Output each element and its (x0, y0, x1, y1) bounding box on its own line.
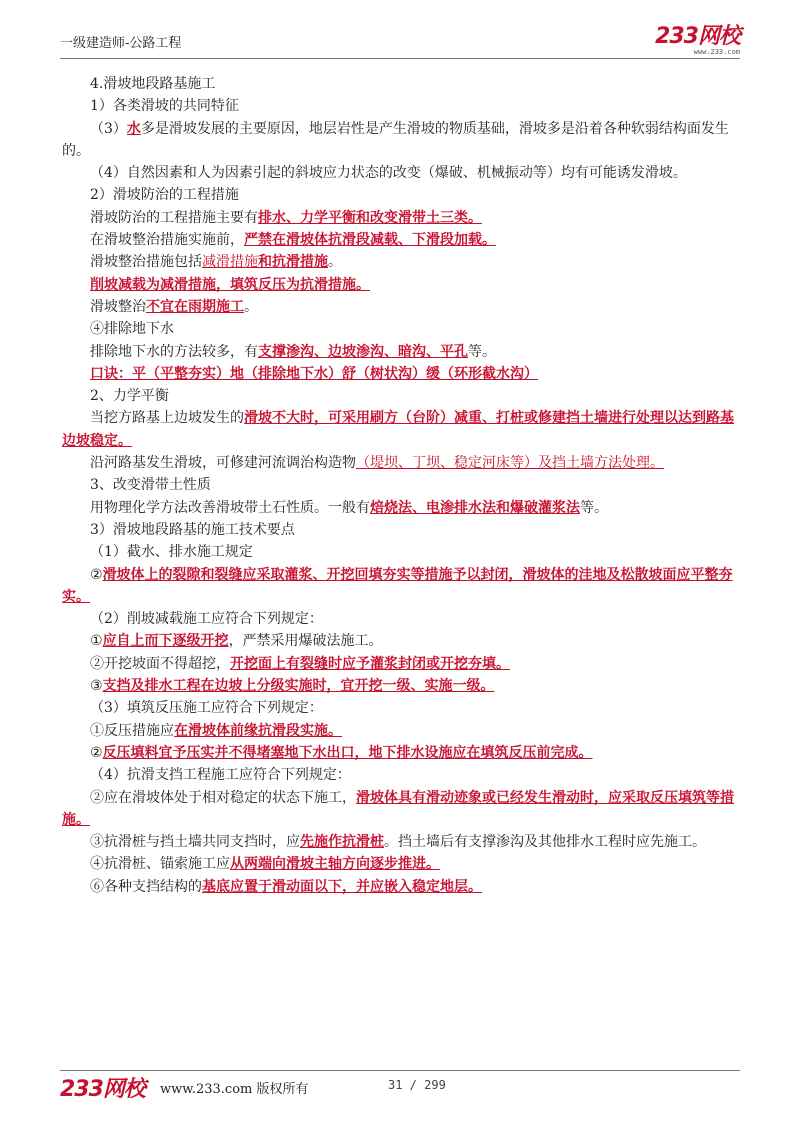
text-span: 用物理化学方法改善滑坡带土石性质。一般有 (90, 499, 370, 516)
paragraph (62, 720, 740, 742)
highlighted-text: 滑坡体上的裂隙和裂缝应采取灌浆、开挖回填夯实等措施予以封闭，滑坡体的洼地及松散坡面应平整夯实。 (62, 566, 733, 605)
highlighted-text: 排水、力学平衡和改变滑带土三类。 (258, 209, 482, 226)
highlighted-text: 口诀：平（平整夯实）地（排除地下水）舒（树状沟）缓（环形截水沟） (90, 365, 538, 382)
text-span: ① (90, 633, 103, 650)
paragraph (62, 274, 740, 296)
paragraph (62, 497, 740, 519)
paragraph (62, 452, 740, 474)
text-span: （2）削坡减载施工应符合下列规定： (90, 611, 323, 628)
text-span: ②开挖坡面不得超挖， (90, 655, 230, 672)
paragraph (62, 95, 740, 117)
text-span: ④抗滑桩、锚索施工应 (90, 856, 230, 873)
footer-divider (60, 1070, 740, 1071)
text-span: 。挡土墙后有支撑渗沟及其他排水工程时应先施工。 (384, 834, 706, 851)
text-span: 。 (328, 254, 342, 271)
paragraph (62, 474, 740, 496)
paragraph (62, 541, 740, 563)
page-header (60, 26, 740, 58)
paragraph (62, 564, 740, 609)
header-divider (60, 58, 740, 59)
paragraph (62, 251, 740, 273)
text-span: 3、改变滑带土性质 (90, 477, 211, 494)
paragraph (62, 318, 740, 340)
highlighted-text: 在滑坡体前缘抗滑段实施。 (174, 722, 342, 739)
paragraph (62, 184, 740, 206)
text-span: ② (90, 744, 103, 761)
text-span: 在滑坡整治措施实施前， (90, 232, 244, 249)
highlighted-text: 水 (126, 120, 141, 137)
paragraph (62, 653, 740, 675)
logo-text: 233网校 (655, 24, 740, 49)
highlighted-text: 滑坡体具有滑动迹象或已经发生滑动时，应采取反压填筑等措施。 (62, 789, 734, 828)
highlighted-text: 滑坡不大时，可采用刷方（台阶）减重、打桩或修建挡土墙进行处理以达到路基边坡稳定。 (62, 410, 734, 449)
paragraph (62, 296, 740, 318)
highlighted-text: 应自上而下逐级开挖 (102, 633, 229, 650)
highlighted-text: 先施作抗滑桩 (300, 834, 384, 851)
highlighted-text: 支撑渗沟、边坡渗沟、暗沟、平孔 (258, 343, 468, 360)
text-span: 2、力学平衡 (90, 388, 169, 405)
highlighted-text: 开挖面上有裂缝时应予灌浆封闭或开挖夯填。 (230, 655, 510, 672)
text-span: ，严禁采用爆破法施工。 (228, 633, 383, 650)
text-span: 1）各类滑坡的共同特征 (90, 98, 239, 115)
paragraph (62, 207, 740, 229)
text-span: （1）截水、排水施工规定 (90, 544, 253, 561)
paragraph (62, 876, 740, 898)
paragraph (62, 229, 740, 251)
highlighted-text: 削坡减载为减滑措施，填筑反压为抗滑措施。 (90, 276, 370, 293)
footer-logo: 233网校 (60, 1077, 145, 1102)
text-span: 排除地下水的方法较多，有 (90, 343, 258, 360)
text-span: ①反压措施应 (90, 722, 174, 739)
highlighted-text: 反压填料宜予压实并不得堵塞地下水出口，地下排水设施应在填筑反压前完成。 (102, 744, 593, 761)
text-span: 沿河路基发生滑坡，可修建河流调治构造物 (90, 455, 356, 472)
text-span: 4.滑坡地段路基施工 (90, 76, 216, 92)
text-span: 滑坡整治 (90, 298, 146, 315)
text-span: （4）抗滑支挡工程施工应符合下列规定： (90, 767, 351, 784)
text-span: 。 (244, 298, 258, 315)
logo-url: www.233.com (693, 48, 740, 56)
text-span: ③ (90, 678, 103, 695)
paragraph (62, 853, 740, 875)
text-span: （3）填筑反压施工应符合下列规定： (90, 700, 323, 717)
paragraph (62, 519, 740, 541)
highlighted-text: 支挡及排水工程在边坡上分级实施时，宜开挖一级、实施一级。 (102, 678, 495, 695)
paragraph (62, 697, 740, 719)
page-number: 31 / 299 (388, 1078, 446, 1092)
text-span: 2）滑坡防治的工程措施 (90, 187, 239, 204)
text-span: （3） (90, 120, 127, 137)
page-footer (60, 1072, 740, 1102)
paragraph (62, 831, 740, 853)
text-span: 等。 (580, 499, 608, 516)
highlighted-text: 基底应置于滑动面以下，并应嵌入稳定地层。 (202, 878, 482, 895)
highlighted-text: （堤坝、丁坝、稳定河床等）及挡土墙方法处理。 (356, 455, 664, 472)
text-span: 滑坡防治的工程措施主要有 (90, 209, 258, 226)
brand-logo (655, 26, 740, 56)
document-body (62, 73, 740, 898)
paragraph (62, 363, 740, 385)
paragraph (62, 630, 740, 652)
text-span: ②应在滑坡体处于相对稳定的状态下施工， (90, 789, 356, 806)
text-span: ④排除地下水 (90, 321, 174, 338)
paragraph (62, 407, 740, 452)
text-span: 滑坡整治措施包括 (90, 254, 202, 271)
paragraph (62, 341, 740, 363)
highlighted-text: 和抗滑措施 (258, 254, 328, 271)
paragraph (62, 118, 740, 163)
text-span: ② (90, 566, 103, 583)
paragraph (62, 385, 740, 407)
paragraph (62, 73, 740, 95)
paragraph (62, 162, 740, 184)
paragraph (62, 787, 740, 832)
text-span: ⑥各种支挡结构的 (90, 878, 202, 895)
header-title: 一级建造师-公路工程 (60, 36, 182, 51)
highlighted-text: 焙烧法、电渗排水法和爆破灌浆法 (370, 499, 580, 516)
footer-copyright: www.233.com 版权所有 (160, 1082, 309, 1097)
highlighted-text: 不宜在雨期施工 (146, 298, 244, 315)
paragraph (62, 675, 740, 697)
highlighted-text: 严禁在滑坡体抗滑段减载、下滑段加载。 (244, 232, 496, 249)
text-span: 当挖方路基上边坡发生的 (90, 410, 244, 427)
paragraph (62, 764, 740, 786)
paragraph (62, 608, 740, 630)
highlighted-text: 从两端向滑坡主轴方向逐步推进。 (230, 856, 440, 873)
text-span: 多是滑坡发展的主要原因，地层岩性是产生滑坡的物质基础，滑坡多是沿着各种软弱结构面发生的。 (62, 120, 729, 159)
text-span: （4）自然因素和人为因素引起的斜坡应力状态的改变（爆破、机械振动等）均有可能诱发滑坡。 (90, 165, 687, 182)
text-span: ③抗滑桩与挡土墙共同支挡时，应 (90, 834, 300, 851)
highlighted-text: 减滑措施 (202, 254, 258, 271)
text-span: 等。 (468, 343, 496, 360)
paragraph (62, 742, 740, 764)
text-span: 3）滑坡地段路基的施工技术要点 (90, 521, 295, 538)
